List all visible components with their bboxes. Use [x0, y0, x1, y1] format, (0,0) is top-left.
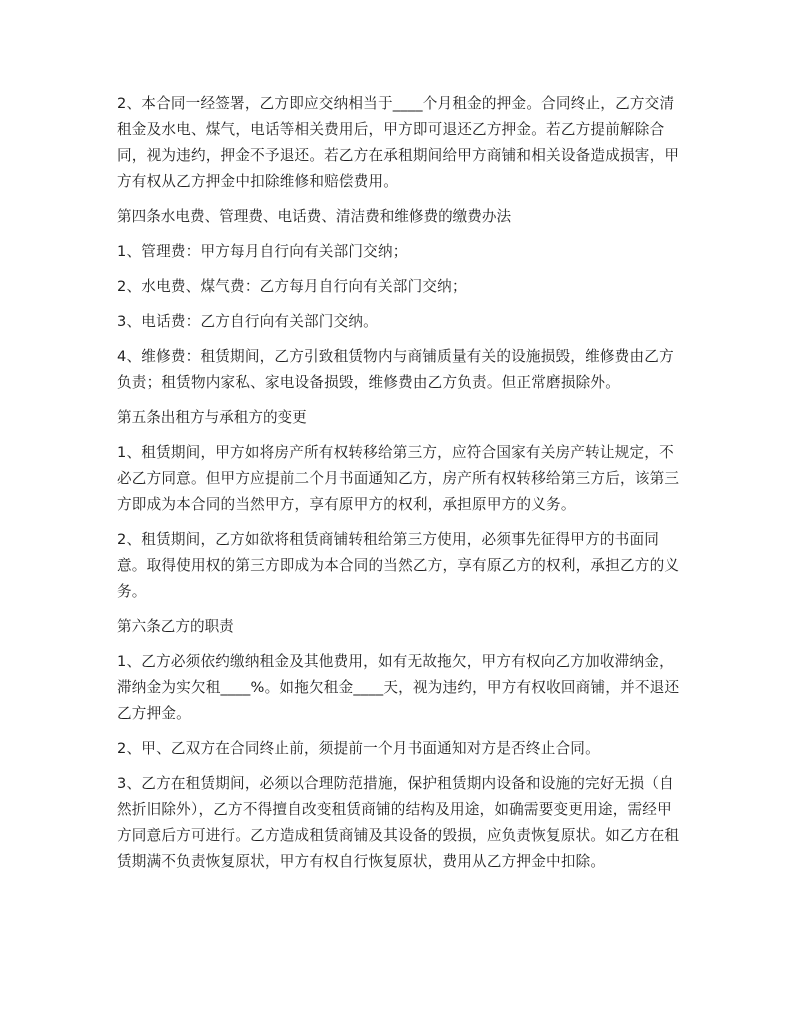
article-6-heading: 第六条乙方的职责 — [117, 618, 234, 635]
article-6-item-2: 2、甲、乙双方在合同终止前，须提前一个月书面通知对方是否终止合同。 — [117, 740, 600, 757]
clause-3-item-2-deposit: 2、本合同一经签署，乙方即应交纳相当于____个月租金的押金。合同终止，乙方交清租金及水电、煤气，电话等相关费用后，甲方即可退还乙方押金。若乙方提前解除合同，视为违约，押金不予退还。若乙方在承租期间给甲方商铺和相关设备造成损害，甲方有权从乙方押金中扣除维修和赔偿费用。 — [117, 95, 680, 190]
article-4-item-2: 2、水电费、煤气费：乙方每月自行向有关部门交纳； — [117, 278, 467, 295]
article-6-item-1: 1、乙方必须依约缴纳租金及其他费用，如有无故拖欠，甲方有权向乙方加收滞纳金，滞纳金为实欠租____%。如拖欠租金____天，视为违约，甲方有权收回商铺，并不退还乙方押金。 — [117, 653, 680, 722]
article-4-heading: 第四条水电费、管理费、电话费、清洁费和维修费的缴费办法 — [117, 208, 512, 225]
article-6-item-3: 3、乙方在租赁期间，必须以合理防范措施，保护租赁期内设备和设施的完好无损（自然折旧除外），乙方不得擅自改变租赁商铺的结构及用途，如确需要变更用途，需经甲方同意后方可进行。乙方造成租赁商铺及其设备的毁损，应负责恢复原状。如乙方在租赁期满不负责恢复原状，甲方有权自行恢复原状，费用从乙方押金中扣除。 — [117, 775, 680, 870]
article-4-item-3: 3、电话费：乙方自行向有关部门交纳。 — [117, 313, 378, 330]
article-4-item-4: 4、维修费：租赁期间，乙方引致租赁物内与商铺质量有关的设施损毁，维修费由乙方负责；租赁物内家私、家电设备损毁，维修费由乙方负责。但正常磨损除外。 — [117, 348, 674, 391]
article-5-item-1: 1、租赁期间，甲方如将房产所有权转移给第三方，应符合国家有关房产转让规定，不必乙方同意。但甲方应提前二个月书面通知乙方，房产所有权转移给第三方后，该第三方即成为本合同的当然甲方，享有原甲方的权利，承担原甲方的义务。 — [117, 444, 680, 513]
article-5-heading: 第五条出租方与承租方的变更 — [117, 409, 307, 426]
article-4-item-1: 1、管理费：甲方每月自行向有关部门交纳； — [117, 243, 408, 260]
article-5-item-2: 2、租赁期间，乙方如欲将租赁商铺转租给第三方使用，必须事先征得甲方的书面同意。取得使用权的第三方即成为本合同的当然乙方，享有原乙方的权利，承担乙方的义务。 — [117, 531, 680, 600]
